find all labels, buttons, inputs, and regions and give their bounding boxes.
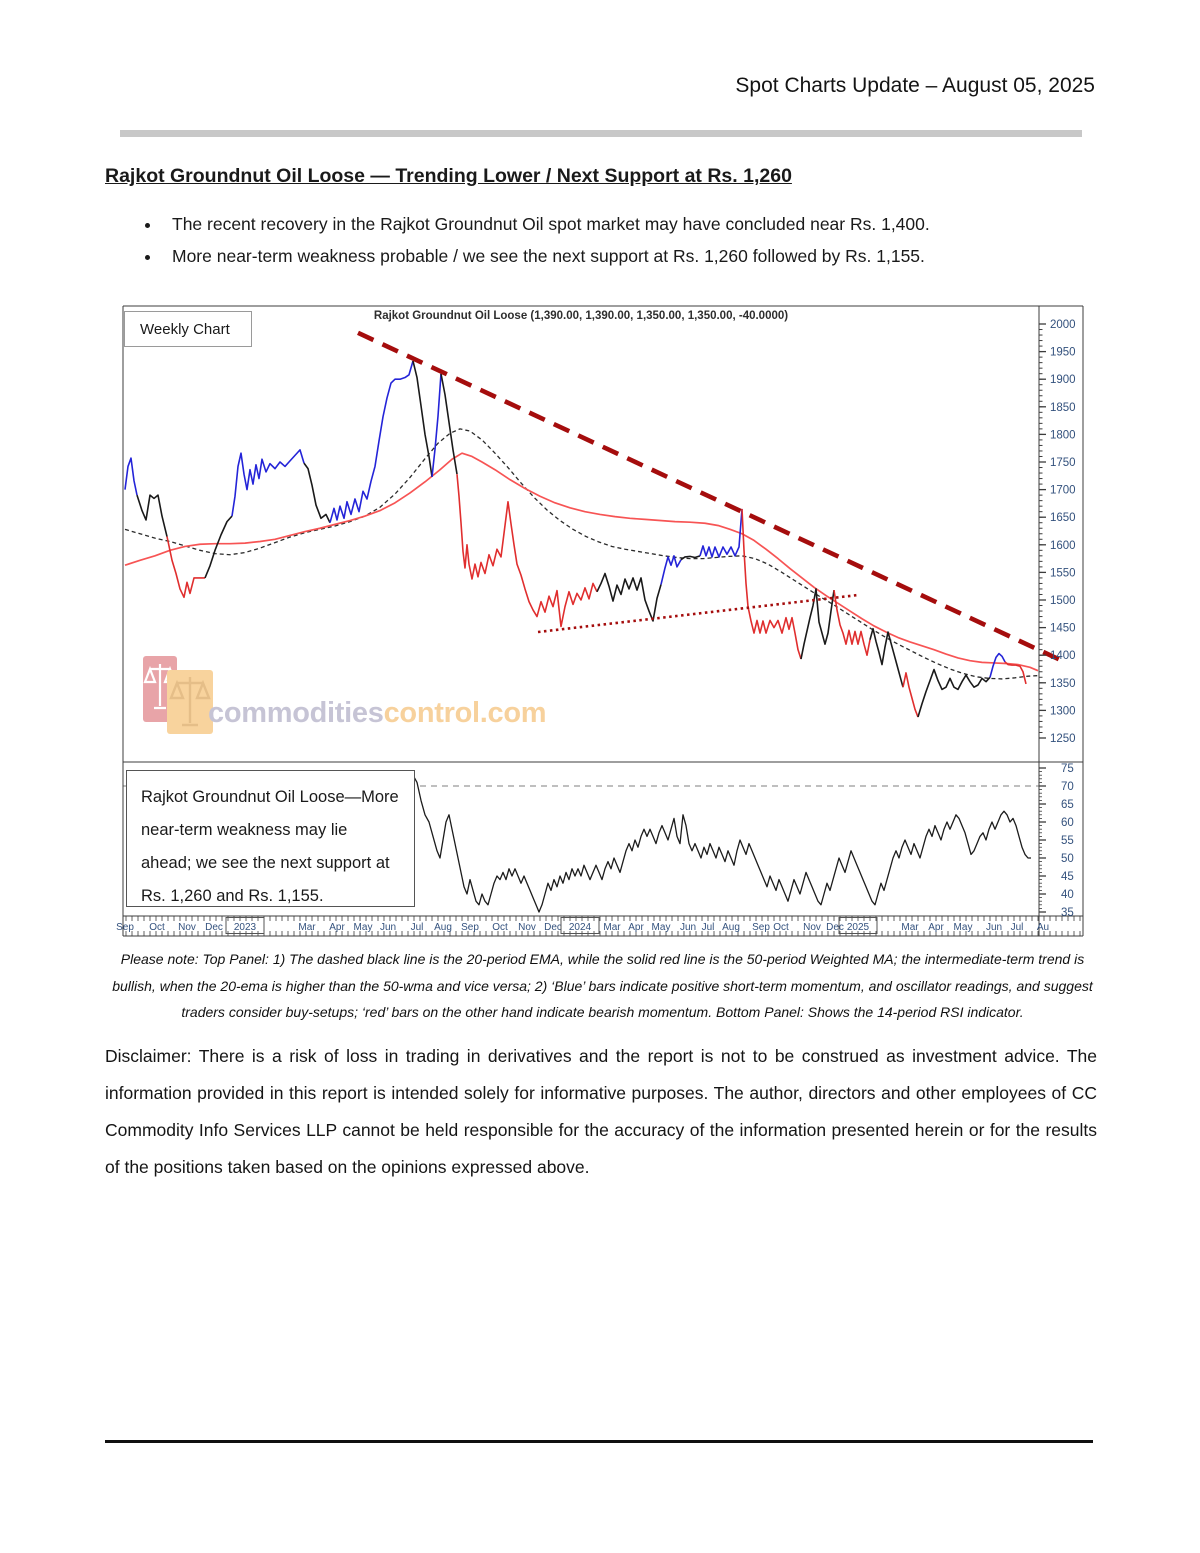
- svg-text:1650: 1650: [1050, 512, 1076, 525]
- svg-text:45: 45: [1061, 871, 1074, 883]
- svg-text:Jun: Jun: [679, 922, 697, 933]
- svg-text:2000: 2000: [1050, 319, 1076, 331]
- svg-text:Aug: Aug: [722, 922, 740, 933]
- svg-text:Mar: Mar: [603, 922, 621, 933]
- disclaimer-text: Disclaimer: There is a risk of loss in trading in derivatives and the report is not to be construed as investment advice. The information provided in this report is intended solely for informative purposes. The author, directors and other employees of CC Commodity Info Services LLP cannot be held responsible for the accuracy of the information presented herein or for the results of the positions taken based on the opinions expressed above.: [105, 1046, 1097, 1177]
- svg-text:70: 70: [1061, 781, 1074, 793]
- svg-text:2023: 2023: [233, 922, 257, 933]
- svg-text:40: 40: [1061, 889, 1074, 901]
- svg-text:1300: 1300: [1050, 705, 1076, 718]
- svg-text:Sep: Sep: [116, 922, 134, 933]
- svg-text:35: 35: [1061, 907, 1074, 919]
- bullet-item: • More near-term weakness probable / we see the next support at Rs. 1,260 followed by Rs. 1,155.: [162, 246, 1162, 267]
- svg-text:1950: 1950: [1050, 346, 1076, 359]
- svg-text:Dec: Dec: [205, 922, 223, 933]
- svg-text:55: 55: [1061, 835, 1074, 847]
- svg-text:Dec: Dec: [826, 922, 844, 933]
- svg-text:Mar: Mar: [901, 922, 919, 933]
- watermark-text: commoditiescontrol.com: [208, 697, 547, 729]
- svg-text:Nov: Nov: [178, 922, 196, 933]
- svg-text:Sep: Sep: [752, 922, 770, 933]
- svg-text:Nov: Nov: [803, 922, 821, 933]
- page-header-title: Spot Charts Update – August 05, 2025: [735, 74, 1095, 97]
- bullet-item: • The recent recovery in the Rajkot Groundnut Oil spot market may have concluded near Rs. 1,400.: [162, 214, 1162, 235]
- svg-text:Sep: Sep: [461, 922, 479, 933]
- svg-text:1250: 1250: [1050, 733, 1076, 745]
- svg-text:1550: 1550: [1050, 567, 1076, 580]
- svg-text:Oct: Oct: [773, 922, 789, 933]
- svg-text:1750: 1750: [1050, 457, 1076, 469]
- svg-text:50: 50: [1061, 853, 1074, 865]
- svg-text:Au: Au: [1036, 922, 1050, 933]
- svg-text:Apr: Apr: [928, 922, 944, 933]
- svg-text:1700: 1700: [1050, 484, 1076, 497]
- svg-text:May: May: [353, 922, 373, 933]
- svg-text:1800: 1800: [1050, 429, 1076, 442]
- svg-text:1850: 1850: [1050, 401, 1076, 414]
- svg-text:1450: 1450: [1050, 622, 1076, 635]
- svg-text:1600: 1600: [1050, 539, 1076, 552]
- svg-text:Aug: Aug: [434, 922, 452, 933]
- svg-text:1900: 1900: [1050, 374, 1076, 387]
- svg-text:Nov: Nov: [518, 922, 536, 933]
- svg-text:Apr: Apr: [329, 922, 345, 933]
- svg-text:2024: 2024: [568, 922, 592, 933]
- svg-text:2025: 2025: [846, 922, 870, 933]
- svg-text:Jun: Jun: [379, 922, 397, 933]
- svg-text:May: May: [651, 922, 671, 933]
- svg-text:1500: 1500: [1050, 595, 1076, 607]
- methodology-note: Please note: Top Panel: 1) The dashed black line is the 20-period EMA, while the solid red line is the 50-period Weighted MA; the intermediate-term trend is bullish, when the 20-ema is higher than the 50-wma and vice versa; 2) ‘Blue’ bars indicate positive short-term momentum, and oscillator readings, and suggest traders consider buy-setups; ‘red’ bars on the other hand indicate bearish momentum. Bottom Panel: Shows the 14-period RSI indicator.: [112, 951, 1093, 1020]
- svg-text:75: 75: [1061, 763, 1074, 775]
- svg-text:1350: 1350: [1050, 677, 1076, 690]
- svg-text:Jun: Jun: [985, 922, 1003, 933]
- svg-text:Apr: Apr: [628, 922, 644, 933]
- svg-text:Oct: Oct: [149, 922, 165, 933]
- svg-text:65: 65: [1061, 799, 1074, 811]
- svg-text:1400: 1400: [1050, 650, 1076, 663]
- svg-text:Rajkot Groundnut Oil Loose (1,: Rajkot Groundnut Oil Loose (1,390.00, 1,390.00, 1,350.00, 1,350.00, -40.0000): [373, 310, 789, 322]
- svg-text:Jul: Jul: [410, 922, 424, 933]
- footer-rule: [105, 1440, 1093, 1443]
- report-title: Rajkot Groundnut Oil Loose — Trending Lower / Next Support at Rs. 1,260: [105, 165, 792, 187]
- svg-text:Oct: Oct: [492, 922, 508, 933]
- svg-text:Dec: Dec: [544, 922, 562, 933]
- svg-text:Jul: Jul: [1010, 922, 1024, 933]
- svg-text:Jul: Jul: [701, 922, 715, 933]
- weekly-chart-label-box: [124, 311, 252, 347]
- svg-text:Mar: Mar: [298, 922, 316, 933]
- chart-annotation-box: Rajkot Groundnut Oil Loose—More near-term weakness may lie ahead; we see the next support at Rs. 1,260 and Rs. 1,155.: [126, 770, 415, 907]
- svg-text:60: 60: [1061, 817, 1074, 829]
- weekly-chart-label: Weekly Chart: [140, 320, 230, 338]
- svg-text:May: May: [953, 922, 973, 933]
